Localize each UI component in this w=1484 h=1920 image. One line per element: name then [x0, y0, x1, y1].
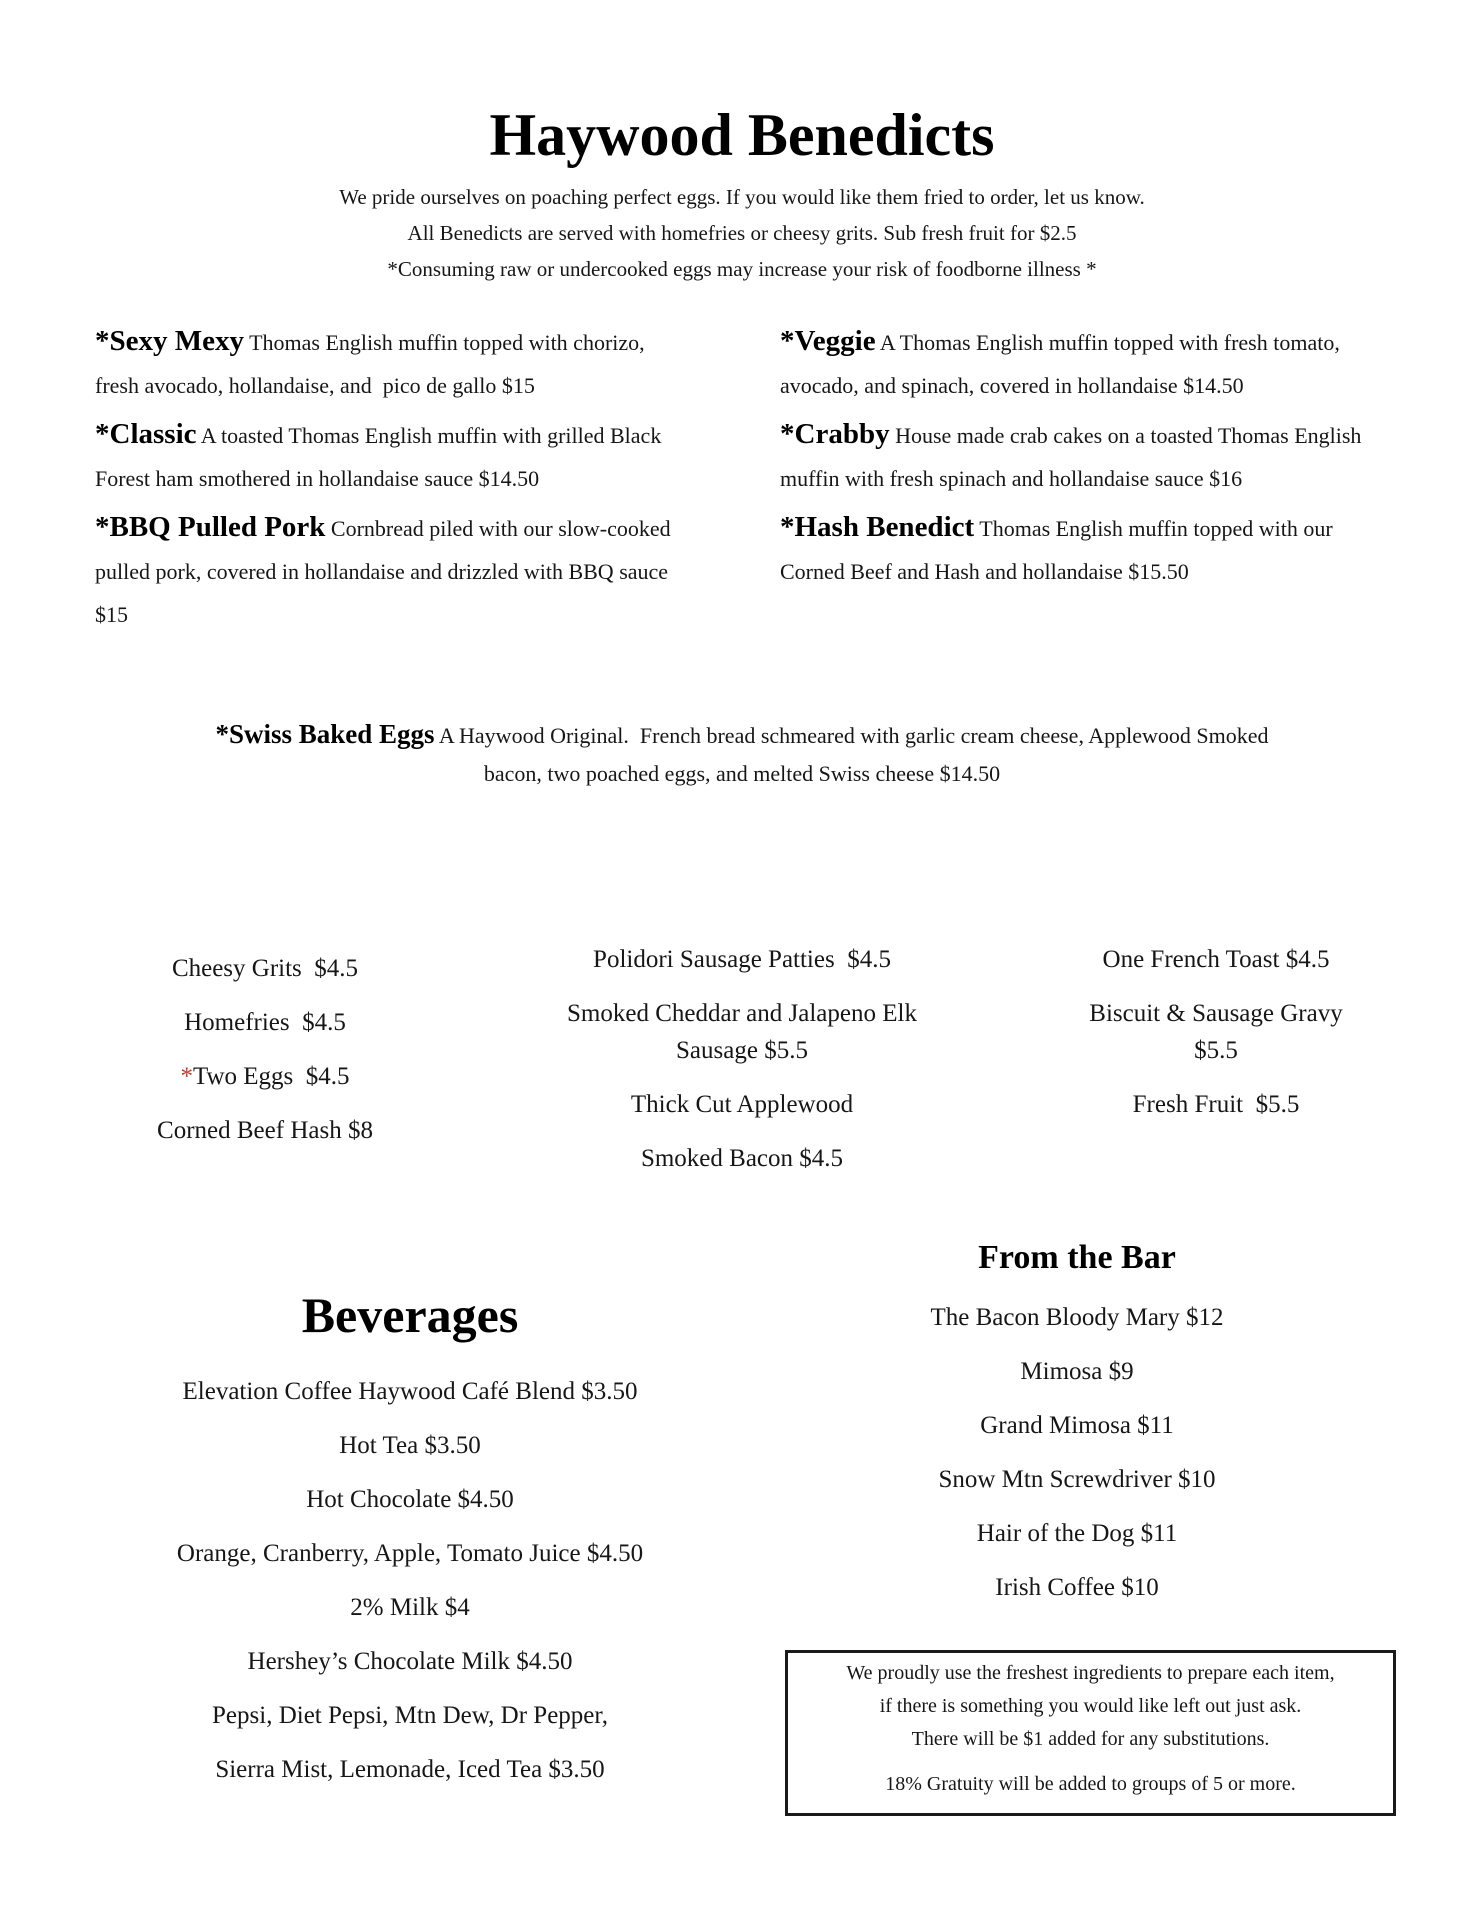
side-item: Homefries $4.5: [184, 1009, 346, 1036]
item-description: Thomas English muffin topped with our Corned Beef and Hash and hollandaise $15.50: [780, 516, 1339, 584]
item-name: *BBQ Pulled Pork: [95, 511, 326, 543]
side-item: Corned Beef Hash $8: [157, 1117, 373, 1144]
menu-item-veggie: [780, 320, 1388, 407]
bar-item: Hair of the Dog $11: [976, 1520, 1178, 1547]
menu-item-classic: [95, 413, 680, 500]
side-item: Cheesy Grits $4.5: [171, 955, 359, 982]
benedicts-left-column: [95, 320, 680, 642]
bar-item: Irish Coffee $10: [995, 1574, 1159, 1601]
menu-item-crabby: [780, 413, 1388, 500]
intro-line: We pride ourselves on poaching perfect eggs. If you would like them fried to order, let us know.: [339, 185, 1145, 209]
red-asterisk: *: [180, 1063, 193, 1090]
notice-line: There will be $1 added for any substitutions.: [911, 1728, 1270, 1750]
bar-item: Snow Mtn Screwdriver $10: [938, 1466, 1216, 1493]
intro-line: *Consuming raw or undercooked eggs may increase your risk of foodborne illness *: [387, 257, 1097, 281]
notice-line: if there is something you would like left out just ask.: [879, 1695, 1302, 1717]
bar-item: Grand Mimosa $11: [980, 1412, 1174, 1439]
menu-item-swiss-baked-eggs: [212, 715, 1272, 793]
item-description: A toasted Thomas English muffin with grilled Black Forest ham smothered in hollandaise sauce $14.50: [95, 423, 667, 491]
side-item: One French Toast $4.5: [1102, 946, 1330, 973]
item-name: *Swiss Baked Eggs: [215, 719, 435, 749]
from-the-bar-section: [772, 1238, 1382, 1623]
bar-item: The Bacon Bloody Mary $12: [930, 1304, 1224, 1331]
side-item: Thick Cut Applewood: [630, 1091, 854, 1118]
side-item-two-eggs: [95, 1058, 435, 1095]
item-description: A Thomas English muffin topped with fresh tomato, avocado, and spinach, covered in hollandaise $14.50: [780, 330, 1346, 398]
menu-item-bbq-pulled-pork: [95, 506, 680, 636]
item-name: *Crabby: [780, 418, 890, 450]
item-description: House made crab cakes on a toasted Thomas English muffin with fresh spinach and hollandaise sauce $16: [780, 423, 1367, 491]
sides-column-3: [1066, 941, 1366, 1140]
item-name: *Veggie: [780, 325, 876, 357]
item-name: *Sexy Mexy: [95, 325, 244, 357]
beverage-item: Sierra Mist, Lemonade, Iced Tea $3.50: [215, 1756, 605, 1783]
side-item: Polidori Sausage Patties $4.5: [593, 946, 891, 973]
notice-box: [785, 1650, 1396, 1816]
beverages-section: [60, 1289, 760, 1805]
side-item: Smoked Bacon $4.5: [640, 1145, 844, 1172]
sides-column-2: [562, 941, 922, 1194]
side-item: Fresh Fruit $5.5: [1132, 1091, 1300, 1118]
benedicts-right-column: [780, 320, 1388, 599]
intro-line: All Benedicts are served with homefries or cheesy grits. Sub fresh fruit for $2.5: [407, 221, 1077, 245]
side-item: Biscuit & Sausage Gravy $5.5: [1089, 1000, 1349, 1064]
beverage-item: Hot Tea $3.50: [339, 1432, 481, 1459]
menu-header: [0, 103, 1484, 287]
beverages-heading: Beverages: [301, 1287, 519, 1343]
beverage-item: Hot Chocolate $4.50: [306, 1486, 514, 1513]
menu-item-sexy-mexy: [95, 320, 680, 407]
item-description: Thomas English muffin topped with chorizo, fresh avocado, hollandaise, and pico de gallo $15: [95, 330, 651, 398]
from-the-bar-heading: From the Bar: [978, 1239, 1176, 1276]
sides-column-1: [95, 950, 435, 1166]
side-item-label: Two Eggs $4.5: [192, 1063, 350, 1090]
notice-line: We proudly use the freshest ingredients to prepare each item,: [846, 1662, 1335, 1684]
beverage-item: 2% Milk $4: [350, 1594, 470, 1621]
menu-item-hash-benedict: [780, 506, 1388, 593]
item-name: *Classic: [95, 418, 197, 450]
notice-line: 18% Gratuity will be added to groups of 5 or more.: [885, 1773, 1296, 1795]
beverage-item: Elevation Coffee Haywood Café Blend $3.50: [182, 1378, 638, 1405]
beverage-item: Pepsi, Diet Pepsi, Mtn Dew, Dr Pepper,: [212, 1702, 608, 1729]
item-name: *Hash Benedict: [780, 511, 975, 543]
beverage-item: Orange, Cranberry, Apple, Tomato Juice $4.50: [176, 1540, 644, 1567]
item-description: A Haywood Original. French bread schmeared with garlic cream cheese, Applewood Smoked bacon, two poached eggs, and melted Swiss cheese $14.50: [438, 723, 1274, 786]
side-item: Smoked Cheddar and Jalapeno Elk Sausage $5.5: [567, 1000, 924, 1064]
bar-item: Mimosa $9: [1020, 1358, 1134, 1385]
beverage-item: Hershey’s Chocolate Milk $4.50: [247, 1648, 573, 1675]
item-description: Cornbread piled with our slow-cooked pulled pork, covered in hollandaise and drizzled with BBQ sauce $15: [95, 516, 677, 627]
page-title: Haywood Benedicts: [489, 102, 995, 168]
